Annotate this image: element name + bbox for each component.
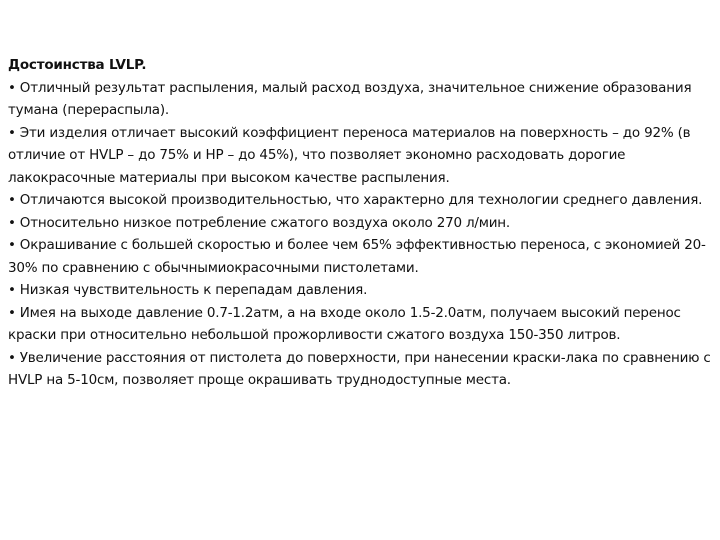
list-item-text: Увеличение расстояния от пистолета до поверхности, при нанесении краски-лака по сравнению с HVLP на 5-10см, позволяет проще окрашивать труднодоступные места. xyxy=(8,349,711,388)
list-item-text: Имея на выходе давление 0.7-1.2атм, а на входе около 1.5-2.0атм, получаем высокий перенос краски при относительно небольшой прожорливости сжатого воздуха 150-350 литров. xyxy=(8,304,681,343)
list-item xyxy=(8,212,712,235)
list-item xyxy=(8,302,712,347)
list-item-text: Низкая чувствительность к перепадам давления. xyxy=(19,282,368,298)
list-item-text: Эти изделия отличает высокий коэффициент переноса материалов на поверхность – до 92% (в отличие от HVLP – до 75% и HP – до 45%), что позволяет экономно расходовать дорогие лакокрасочные материалы при высоком качестве распыления. xyxy=(8,124,691,186)
list-item xyxy=(8,77,712,122)
bullet-icon: • xyxy=(8,214,16,231)
list-item-text: Отличный результат распыления, малый расход воздуха, значительное снижение образования тумана (перераспыла). xyxy=(8,79,692,118)
list-item xyxy=(8,122,712,190)
bullet-icon: • xyxy=(8,304,16,321)
list-item xyxy=(8,234,712,279)
bullet-icon: • xyxy=(8,124,16,141)
bullet-icon: • xyxy=(8,282,16,298)
document-title: Достоинства LVLP. xyxy=(8,57,147,73)
list-item xyxy=(8,189,712,212)
bullet-icon: • xyxy=(8,192,16,208)
list-item-text: Отличаются высокой производительностью, что характерно для технологии среднего давления. xyxy=(19,192,703,208)
list-item xyxy=(8,347,712,392)
list-item-text: Окрашивание с большей скоростью и более чем 65% эффективностью переноса, с экономией 20-30% по сравнению с обычнымиокрасочными пистолетами. xyxy=(8,237,706,276)
bullet-icon: • xyxy=(8,79,16,96)
text-body xyxy=(8,54,712,392)
bullet-icon: • xyxy=(8,349,16,366)
list-item xyxy=(8,279,712,302)
bullet-icon: • xyxy=(8,237,16,253)
list-item-text: Относительно низкое потребление сжатого воздуха около 270 л/мин. xyxy=(19,214,510,231)
